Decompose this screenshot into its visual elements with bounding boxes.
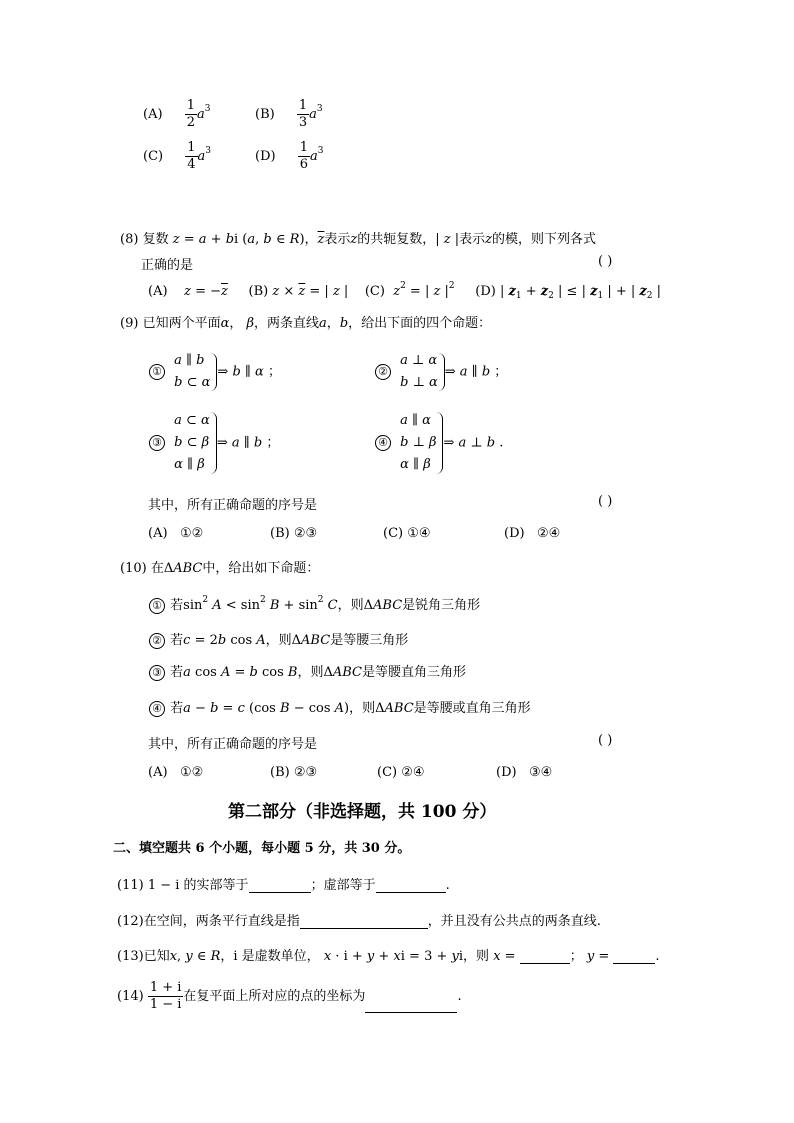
q8-stem-line1: (8) 复数 z = a + bi (a, b ∈ R)，$\overline{z}$表示z的共轭复数，| z |表示z的模，则下列各式 — [120, 232, 597, 247]
q10-prop-3: ③ 若a cos A = b cos B，则ΔABC是等腰直角三角形 — [148, 661, 466, 681]
q8-stem-line2: 正确的是 — [141, 258, 194, 273]
answer-blank — [376, 892, 446, 893]
answer-paren: ( ) — [598, 254, 613, 269]
q9-option-a: (A) ①② — [148, 526, 204, 541]
q9-option-d: (D) ②④ — [504, 526, 561, 541]
part-two-title: 第二部分（非选择题，共 100 分） — [228, 802, 497, 822]
option-label: (A) — [143, 107, 163, 122]
q10-stem: (10) 在ΔABC中，给出如下命题： — [120, 561, 320, 576]
q9-prop-1: ① a ∥ b b ⊂ α⇒ b ∥ α ； — [148, 350, 281, 394]
q9-prop-3: ③ a ⊂ α b ⊂ β α ∥ β⇒ a ∥ b ； — [148, 410, 279, 476]
answer-blank — [613, 963, 655, 964]
q7-option-d: (D) $\frac{1}{6}$ $a^3$ — [255, 140, 324, 172]
q10-result: 其中，所有正确命题的序号是 — [148, 737, 318, 752]
q9-option-c: (C) ①④ — [383, 526, 431, 541]
q10-option-b: (B) ②③ — [270, 765, 318, 780]
q13: (13)已知x, y ∈ R，i 是虚数单位， x · i + y + xi = 3 + yi，则 x = ； y = . — [117, 949, 660, 964]
q8-options: (A) $z = -\overline{z}$ (B) $z \times \overline{z}$ = | z | (C) $z^2$ = | z $|^2$ (D) | $z_1 + z_2$ | ≤ | $z_1$ | + | $z_2$ | — [148, 281, 662, 301]
q10-prop-2: ② 若c = 2b cos A，则ΔABC是等腰三角形 — [148, 629, 408, 649]
answer-paren: ( ) — [598, 733, 613, 748]
option-label: (B) — [255, 107, 275, 122]
q10-prop-4: ④ 若a − b = c (cos B − cos A)，则ΔABC是等腰或直角三角形 — [148, 697, 531, 717]
fraction: $\frac{1}{4}$ — [187, 140, 196, 172]
q7-option-a: (A) $\frac{1}{2}$ $a^3$ — [143, 98, 211, 130]
q7-option-c: (C) $\frac{1}{4}$ $a^3$ — [143, 140, 212, 172]
answer-blank — [520, 963, 570, 964]
option-label: (D) — [255, 149, 276, 164]
answer-blank — [249, 892, 311, 893]
q10-option-a: (A) ①② — [148, 765, 204, 780]
answer-blank — [365, 1012, 457, 1013]
fraction: $\frac{1 + i}{1 - i}$ — [149, 980, 182, 1012]
q9-result: 其中，所有正确命题的序号是 — [148, 498, 318, 513]
q9-prop-2: ② a ⊥ α b ⊥ α⇒ a ∥ b ； — [374, 350, 507, 394]
q11: (11) 1 − i 的实部等于 ；虚部等于 . — [117, 878, 450, 893]
section-heading: 二、填空题共 6 个小题，每小题 5 分，共 30 分。 — [113, 841, 411, 856]
answer-paren: ( ) — [598, 494, 613, 509]
q7-option-b: (B) $\frac{1}{3}$ $a^3$ — [255, 98, 323, 130]
q12: (12)在空间，两条平行直线是指 ，并且没有公共点的两条直线. — [117, 914, 601, 929]
q10-option-d: (D) ③④ — [496, 765, 553, 780]
fraction: $\frac{1}{3}$ — [298, 98, 308, 130]
q9-option-b: (B) ②③ — [270, 526, 318, 541]
answer-blank — [300, 928, 428, 929]
q9-stem: (9) 已知两个平面α， β，两条直线a，b，给出下面的四个命题： — [120, 316, 492, 331]
option-label: (C) — [143, 149, 164, 164]
q10-prop-1: ① 若$\sin^2 A < \sin^2 B + \sin^2 C$，则ΔABC是锐角三角形 — [148, 594, 480, 614]
fraction: $\frac{1}{6}$ — [299, 140, 308, 172]
q10-option-c: (C) ②④ — [377, 765, 425, 780]
fraction: $\frac{1}{2}$ — [186, 98, 195, 130]
q14: (14) $\frac{1 + i}{1 - i}$ 在复平面上所对应的点的坐标为 . — [117, 980, 462, 1012]
q9-prop-4: ④ a ∥ α b ⊥ β α ∥ β⇒ a ⊥ b . — [374, 410, 503, 476]
